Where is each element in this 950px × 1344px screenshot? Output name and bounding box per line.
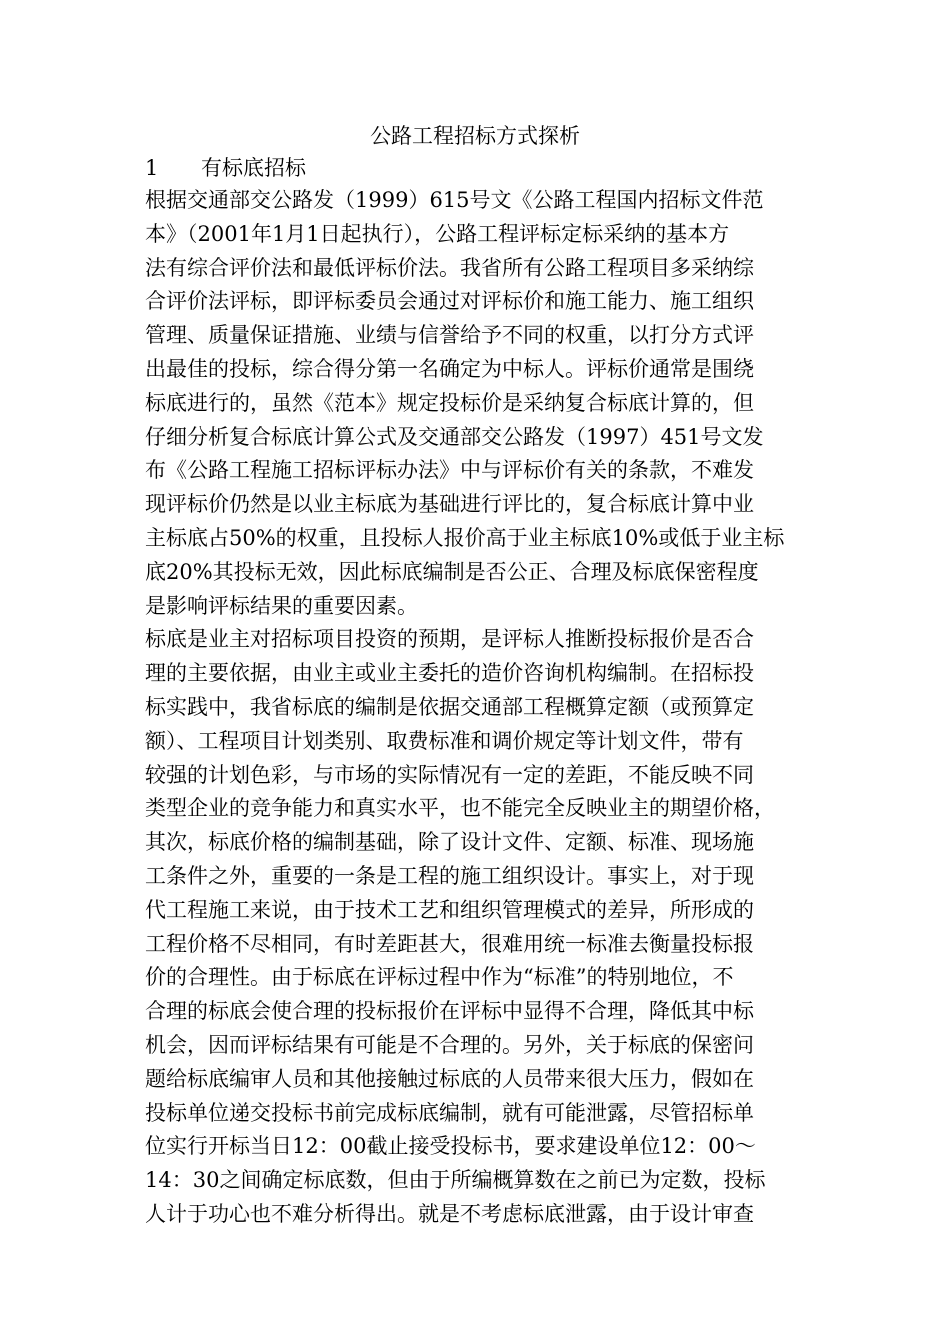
section-heading-text: 有标底招标 xyxy=(201,156,306,180)
text-line: 代工程施工来说，由于技术工艺和组织管理模式的差异，所形成的 xyxy=(145,897,754,922)
text-line: 合评价法评标，即评标委员会通过对评标价和施工能力、施工组织 xyxy=(145,289,754,314)
text-line: 标底是业主对招标项目投资的预期，是评标人推断投标报价是否合 xyxy=(145,627,754,652)
text-line: 投标单位递交投标书前完成标底编制，就有可能泄露，尽管招标单 xyxy=(145,1100,754,1125)
text-line: 标实践中，我省标底的编制是依据交通部工程概算定额（或预算定 xyxy=(145,694,754,719)
text-line: 管理、质量保证措施、业绩与信誉给予不同的权重，以打分方式评 xyxy=(145,323,754,348)
text-line: 位实行开标当日12：00截止接受投标书，要求建设单位12：00～ xyxy=(145,1134,756,1159)
text-line: 法有综合评价法和最低评标价法。我省所有公路工程项目多采纳综 xyxy=(145,255,754,280)
text-line: 题给标底编审人员和其他接触过标底的人员带来很大压力，假如在 xyxy=(145,1066,754,1091)
text-line: 底20%其投标无效，因此标底编制是否公正、合理及标底保密程度 xyxy=(145,559,759,584)
text-line: 布《公路工程施工招标评标办法》中与评标价有关的条款，不难发 xyxy=(145,458,754,483)
text-line: 较强的计划色彩，与市场的实际情况有一定的差距，不能反映不同 xyxy=(145,762,754,787)
text-line: 本》（2001年1月1日起执行），公路工程评标定标采纳的基本方 xyxy=(145,221,730,246)
body-text xyxy=(145,184,805,1232)
section-heading xyxy=(145,152,805,184)
text-line: 主标底占50%的权重，且投标人报价高于业主标底10%或低于业主标 xyxy=(145,525,785,550)
text-line: 类型企业的竞争能力和真实水平，也不能完全反映业主的期望价格， xyxy=(145,796,775,821)
section-number: 1 xyxy=(145,156,159,180)
text-line: 现评标价仍然是以业主标底为基础进行评比的，复合标底计算中业 xyxy=(145,492,754,517)
text-line: 工条件之外，重要的一条是工程的施工组织设计。事实上，对于现 xyxy=(145,863,754,888)
text-line: 人计于功心也不难分析得出。就是不考虑标底泄露，由于设计审查 xyxy=(145,1201,754,1226)
text-line: 额）、工程项目计划类别、取费标准和调价规定等计划文件，带有 xyxy=(145,728,744,753)
text-line: 根据交通部交公路发（1999）615号文《公路工程国内招标文件范 xyxy=(145,188,764,212)
text-line: 价的合理性。由于标底在评标过程中作为“标准”的特别地位，不 xyxy=(145,965,734,990)
text-line: 合理的标底会使合理的投标报价在评标中显得不合理，降低其中标 xyxy=(145,999,754,1024)
text-line: 是影响评标结果的重要因素。 xyxy=(145,593,418,618)
text-line: 工程价格不尽相同，有时差距甚大，很难用统一标准去衡量投标报 xyxy=(145,931,754,956)
text-line: 其次，标底价格的编制基础，除了设计文件、定额、标准、现场施 xyxy=(145,830,754,855)
text-line: 理的主要依据，由业主或业主委托的造价咨询机构编制。在招标投 xyxy=(145,661,754,686)
text-line: 标底进行的，虽然《范本》规定投标价是采纳复合标底计算的，但 xyxy=(145,390,754,415)
document-title: 公路工程招标方式探析 xyxy=(370,124,580,148)
text-line: 出最佳的投标，综合得分第一名确定为中标人。评标价通常是围绕 xyxy=(145,356,754,381)
text-line: 仔细分析复合标底计算公式及交通部交公路发（1997）451号文发 xyxy=(145,424,764,449)
text-line: 14：30之间确定标底数，但由于所编概算数在之前已为定数，投标 xyxy=(145,1168,766,1193)
text-line: 机会，因而评标结果有可能是不合理的。另外，关于标底的保密问 xyxy=(145,1032,754,1057)
